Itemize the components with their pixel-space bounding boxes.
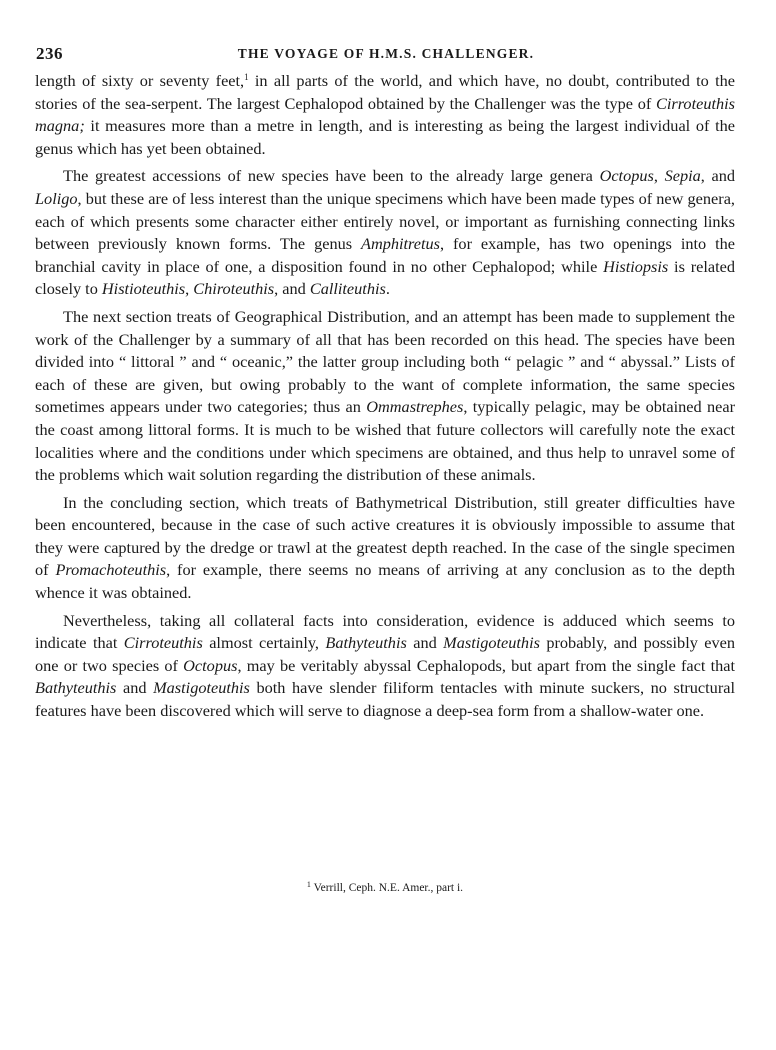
page-number: 236 — [36, 44, 63, 63]
paragraph — [35, 70, 735, 160]
italic-taxon: Octopus — [599, 166, 654, 186]
running-title: THE VOYAGE OF H.M.S. CHALLENGER. — [237, 46, 535, 61]
paragraph — [35, 610, 735, 723]
text-run: , — [185, 279, 194, 299]
text-run: is related closely to — [35, 256, 735, 299]
text-run: , and — [274, 279, 310, 299]
text-run: , for example, has two openings into the branchial cavity in place of one, a disposition found in no other Cephalopod; while — [35, 234, 735, 276]
body-text — [35, 70, 736, 894]
text-run: , for example, there seems no means of arriving at any conclusion as to the depth whence it was obtained. — [35, 560, 735, 603]
italic-taxon: Cirroteuthis — [123, 633, 203, 653]
footnote-text: Verrill, Ceph. N.E. Amer., part i. — [310, 882, 464, 894]
italic-taxon: Ommastrephes — [366, 397, 464, 417]
italic-taxon: Octopus — [183, 655, 238, 675]
italic-taxon: Amphitretus — [361, 234, 440, 254]
text-run: , may be veritably abyssal Cephalopods, but apart from the single fact that — [237, 655, 736, 675]
text-run: in all parts of the world, and which have, no doubt, contributed to the stories of the sea-serpent. The largest Cephalopod obtained by the Challenger was the type of — [35, 71, 735, 113]
italic-taxon: Mastigoteuthis — [153, 678, 250, 698]
footnote-reference: 1 — [244, 72, 249, 82]
text-run: , but these are of less interest than the unique specimens which have been made types of new genera, each of which presents some character either entirely novel, or important as furnishing connecting links between previously known forms. The genus — [35, 188, 735, 254]
text-run: The next section treats of Geographical Distribution, and an attempt has been made to supplement the work of the Challenger by a summary of all that has been recorded on this head. The species have been divided into “ littoral ” and “ oceanic,” the latter group including both “ pelagic ” and “ abyssal.” Lists of each of these are given, but owing probably to the want of complete information, the same species sometimes appears under two categories; thus an — [35, 306, 735, 417]
italic-taxon: Cirroteuthis magna; — [35, 93, 735, 136]
text-run: . — [385, 279, 390, 299]
text-run: , and — [700, 166, 736, 186]
italic-taxon: Calliteuthis — [309, 279, 386, 299]
footnote-marker: 1 — [306, 880, 311, 889]
footnote — [35, 877, 735, 900]
text-run: almost certainly, — [202, 633, 326, 653]
italic-taxon: Sepia — [664, 166, 701, 186]
italic-taxon: Bathyteuthis — [35, 678, 117, 698]
text-run: length of sixty or seventy feet, — [35, 71, 245, 90]
italic-taxon: Histioteuthis — [101, 279, 186, 299]
italic-taxon: Bathyteuthis — [325, 633, 407, 653]
text-run: it measures more than a metre in length, and is interesting as being the largest individual of the genus which has yet been obtained. — [35, 116, 735, 158]
paragraph — [35, 492, 735, 605]
text-run: both have slender filiform tentacles with minute suckers, no structural features have been discovered which will serve to diagnose a deep-sea form from a shallow-water one. — [35, 678, 735, 721]
text-run: Nevertheless, taking all collateral facts into consideration, evidence is adduced which seems to indicate that — [35, 610, 735, 653]
running-header — [36, 44, 736, 68]
italic-taxon: Promachoteuthis — [55, 560, 167, 580]
text-run: , typically pelagic, may be obtained near the coast among littoral forms. It is much to be wished that future collectors will carefully note the exact localities where and the conditions under which specimens are obtained, and thus help to unravel some of the problems which wait solution regarding the distribution of these animals. — [35, 397, 736, 485]
text-run: probably, and possibly even one or two species of — [35, 633, 735, 675]
italic-taxon: Loligo — [35, 188, 78, 208]
paragraph — [35, 306, 735, 487]
text-run: , — [653, 166, 665, 186]
text-run: and — [116, 678, 154, 698]
italic-taxon: Chiroteuthis — [193, 279, 275, 299]
text-run: The greatest accessions of new species have been to the already large genera — [63, 166, 600, 186]
text-run: In the concluding section, which treats of Bathymetrical Distribution, still greater difficulties have been encountered, because in the case of such active creatures it is obviously impossible to assume that they were captured by the dredge or trawl at the greatest depth reached. In the case of the single specimen of — [35, 492, 735, 580]
italic-taxon: Mastigoteuthis — [443, 633, 540, 653]
text-run: and — [406, 633, 444, 653]
paragraph — [35, 165, 735, 301]
italic-taxon: Histiopsis — [603, 256, 669, 276]
